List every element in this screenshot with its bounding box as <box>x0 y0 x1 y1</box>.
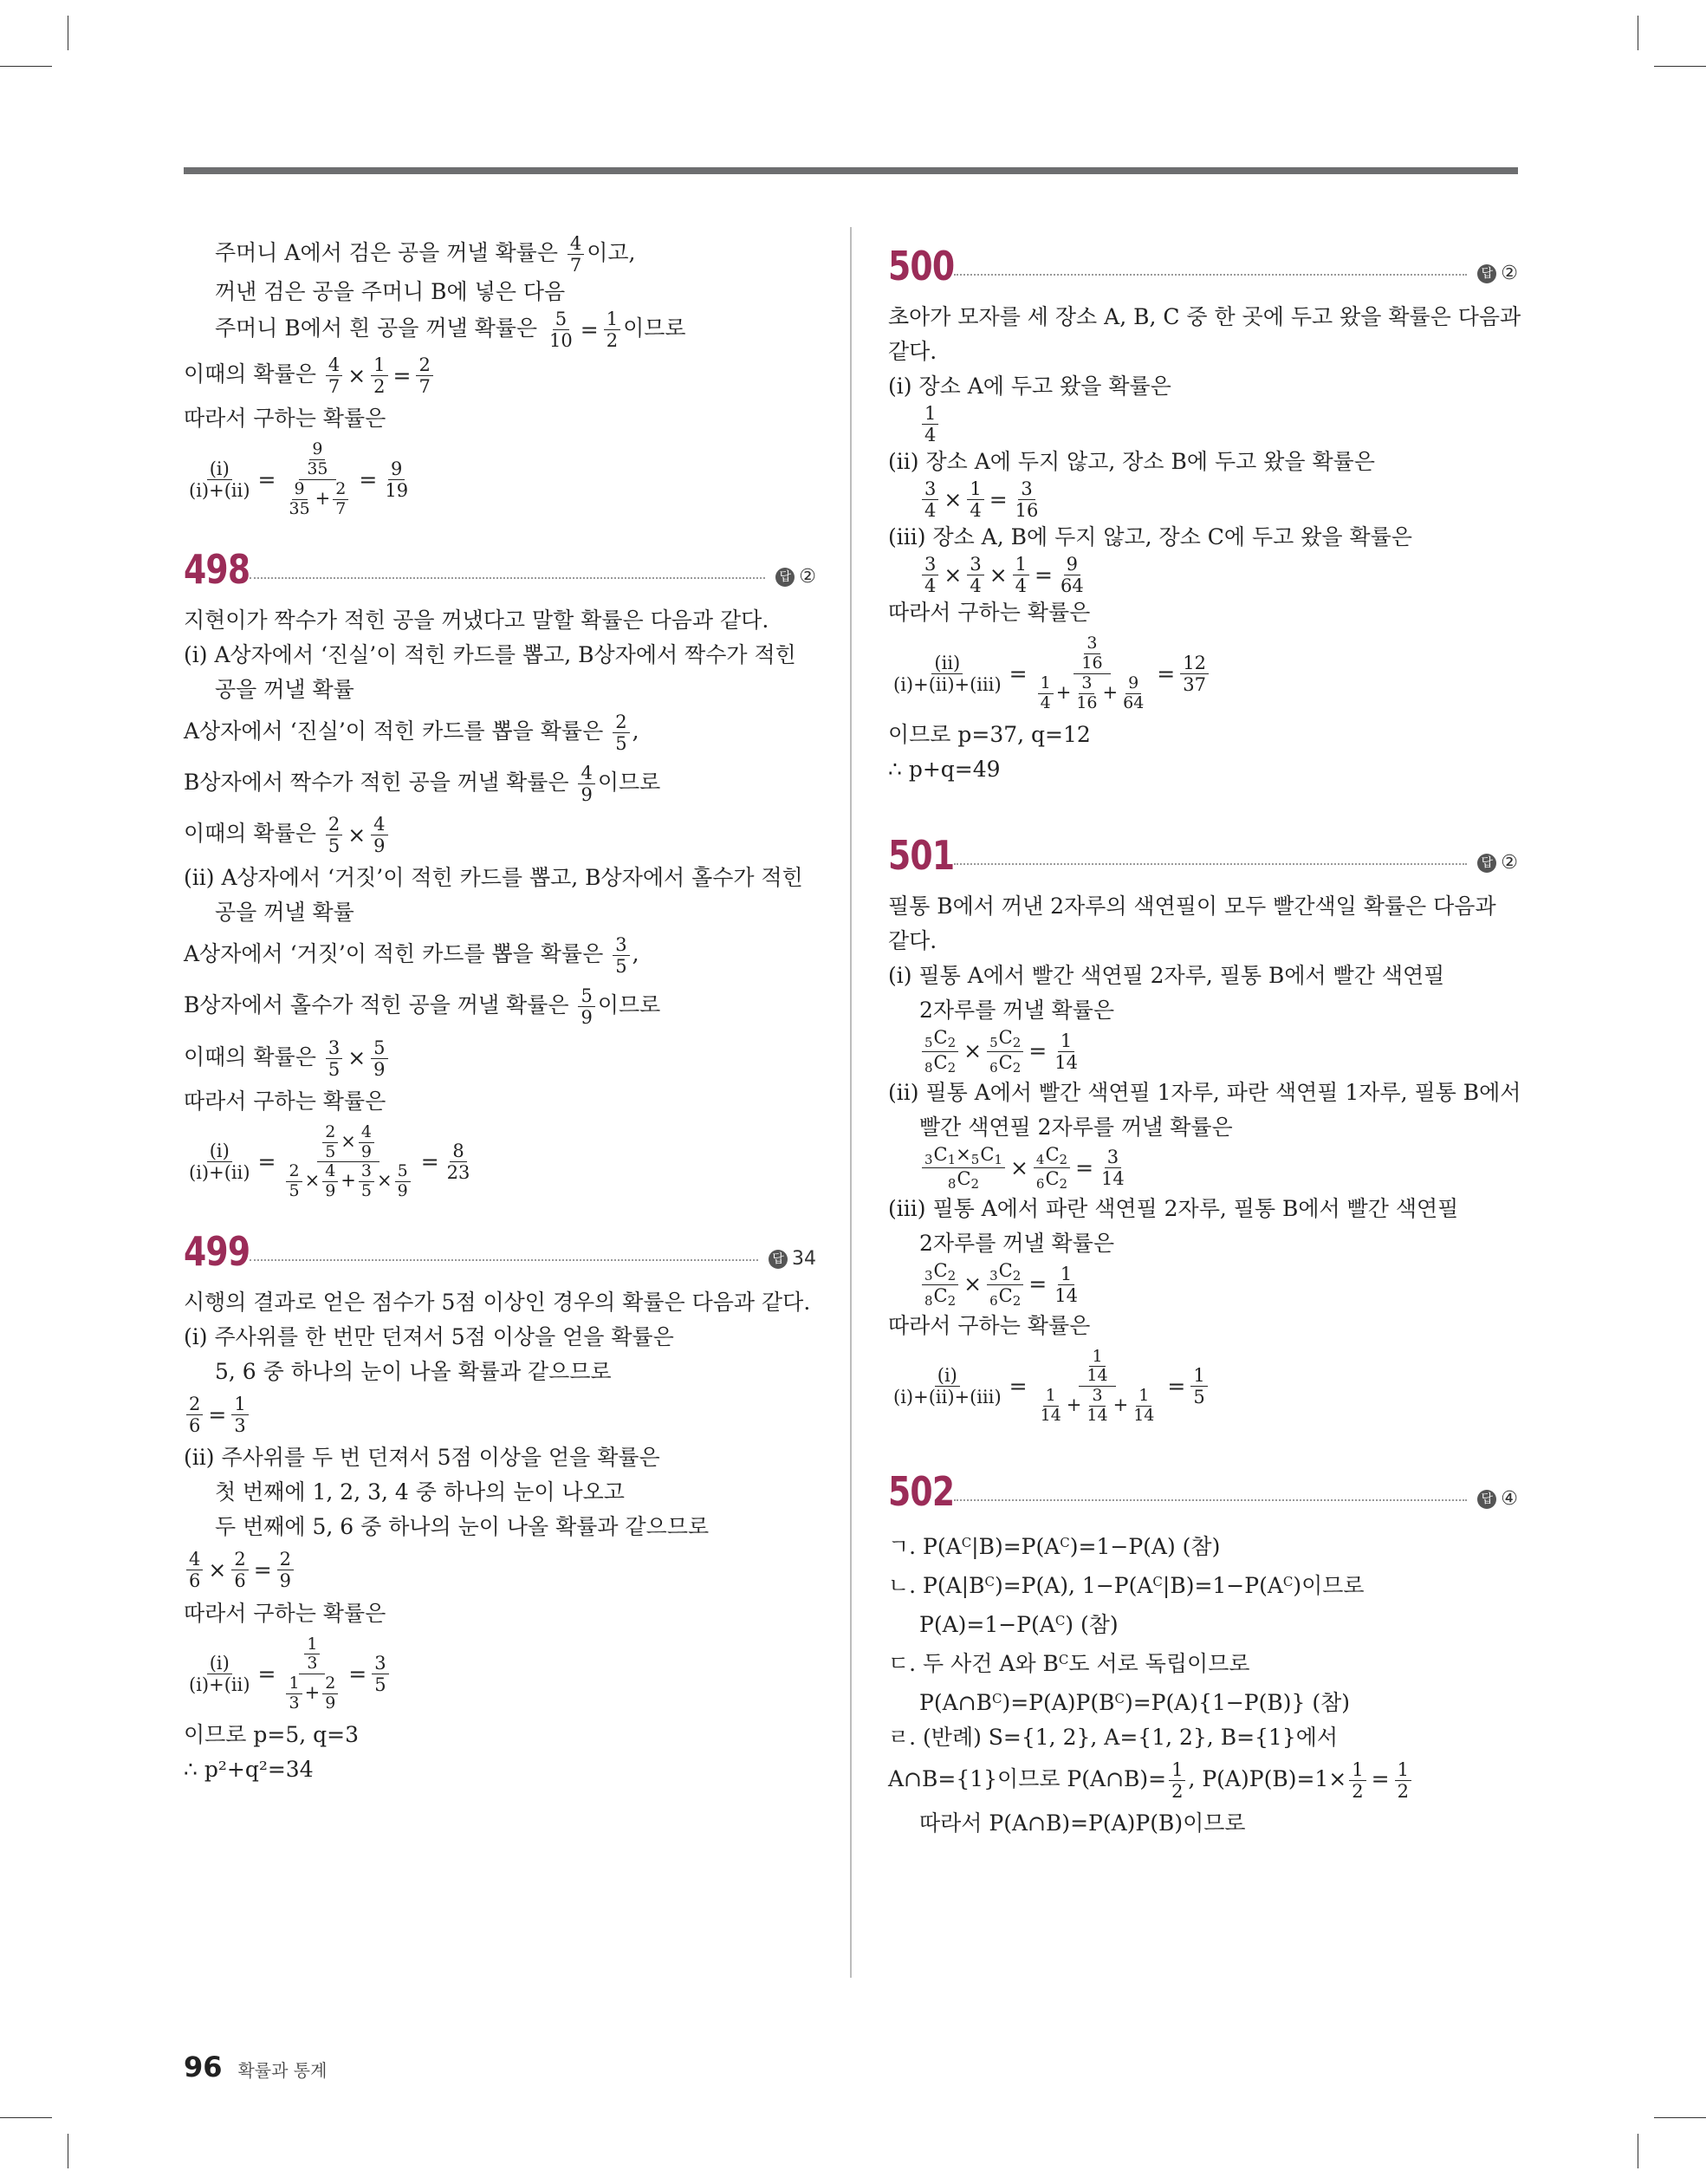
text-span: 주머니 B에서 흰 공을 꺼낼 확률은 <box>215 315 538 341</box>
text-line: 따라서 구하는 확률은 <box>184 406 386 432</box>
text-line: 이때의 확률은 $\frac{2}{5}$ × $\frac{4}{9}$ <box>184 809 816 861</box>
text-line: 공을 꺼낼 확률 <box>215 677 354 703</box>
statement-line: ㄱ. $P(A^C|B)=P(A^C)=1-P(A)$ (참) <box>888 1534 1221 1560</box>
text-line: 5, 6 중 하나의 눈이 나올 확률과 같으므로 <box>215 1359 612 1385</box>
text-line: 공을 꺼낼 확률 <box>215 900 354 926</box>
text-line: (ⅰ) 장소 A에 두고 왔을 확률은 <box>888 374 1171 399</box>
text-line: B상자에서 홀수가 적힌 공을 꺼낼 확률은 $\frac{5}{9}$ 이므로 <box>184 985 661 1029</box>
text-line: 따라서 구하는 확률은 <box>184 1088 386 1114</box>
formula: $\frac{1}{4}$ <box>888 404 1518 445</box>
page-number: 96 <box>184 2051 223 2083</box>
crop-mark <box>1654 2117 1706 2118</box>
text-line: ∴ p+q=49 <box>888 757 1001 783</box>
text-line: (ⅰ) 필통 A에서 빨간 색연필 2자루, 필통 B에서 빨간 색연필 <box>888 963 1445 989</box>
text-line: 이므로 p=37, q=12 <box>888 722 1091 748</box>
crop-mark <box>0 2117 52 2118</box>
problem-header-500 <box>888 227 1518 288</box>
text-line: 이때의 확률은 $\frac{3}{5}$ × $\frac{5}{9}$ <box>184 1033 816 1084</box>
answer: 답 ② <box>1477 852 1518 874</box>
answer: 답 ② <box>775 566 816 588</box>
text-line: (ⅰ) 주사위를 한 번만 던져서 5점 이상을 얻을 확률은 <box>184 1324 674 1350</box>
dotted-leader <box>250 1259 758 1261</box>
formula: $\frac{5C_2}{8C_2}$ × $\frac{5C_2}{6C_2}$ = $\frac{1}{14}$ <box>888 1028 1518 1076</box>
formula: $\frac{2}{6}$ = $\frac{1}{3}$ <box>184 1389 816 1440</box>
dotted-leader <box>954 274 1467 276</box>
dotted-leader <box>250 577 765 579</box>
statement-line: ㄷ. 두 사건 A와 $B^C$도 서로 독립이므로 <box>888 1651 1250 1677</box>
crop-mark <box>1654 66 1706 67</box>
problem-number: 502 <box>888 1468 955 1516</box>
text-span: 이때의 확률은 <box>184 361 316 387</box>
problem-header-502 <box>888 1453 1518 1516</box>
text-line: A상자에서 ‘진실’이 적힌 카드를 뽑을 확률은 $\frac{2}{5}$ , <box>184 712 639 755</box>
text-line: 지현이가 짝수가 적힌 공을 꺼냈다고 말할 확률은 다음과 같다. <box>184 608 769 634</box>
formula: $\frac{3}{4}$ × $\frac{3}{4}$ × $\frac{1}{4}$ = $\frac{9}{64}$ <box>888 555 1518 595</box>
column-divider <box>850 227 852 1978</box>
text-line: 따라서 구하는 확률은 <box>888 600 1091 626</box>
dotted-leader <box>954 863 1467 865</box>
math-expr: $\frac{5}{10}$ = $\frac{1}{2}$ <box>544 309 623 350</box>
dotted-leader <box>954 1499 1467 1501</box>
formula: $\frac{3}{4}$ × $\frac{1}{4}$ = $\frac{3}{16}$ <box>888 479 1518 520</box>
formula: $\frac{3C_2}{8C_2}$ × $\frac{3C_2}{6C_2}$ = $\frac{1}{14}$ <box>888 1261 1518 1309</box>
section-title: 확률과 통계 <box>237 2060 328 2081</box>
statement-line: ㄹ. (반례) S={1, 2}, A={1, 2}, B={1}에서 <box>888 1725 1339 1751</box>
text-line: B상자에서 짝수가 적힌 공을 꺼낼 확률은 $\frac{4}{9}$ 이므로 <box>184 763 661 806</box>
statement-line: $P(A)=1-P(A^C)$ (참) <box>919 1612 1119 1638</box>
statement-line: 따라서 P(A∩B)=P(A)P(B)이므로 <box>919 1810 1246 1836</box>
answer: 답 34 <box>769 1248 816 1270</box>
text-line: 2자루를 꺼낼 확률은 <box>919 1231 1114 1257</box>
crop-mark <box>0 66 52 67</box>
text-line: (ⅱ) 주사위를 두 번 던져서 5점 이상을 얻을 확률은 <box>184 1445 660 1471</box>
text-line: (ⅱ) 필통 A에서 빨간 색연필 1자루, 파란 색연필 1자루, 필통 B에서 <box>888 1079 1521 1105</box>
text-line: (ⅰ) A상자에서 ‘진실’이 적힌 카드를 뽑고, B상자에서 짝수가 적힌 <box>184 642 796 668</box>
formula: $\frac{\text{(ⅰ)}}{\text{(ⅰ)+(ⅱ)}}$ = $\frac{9}{35}$ $\frac{9}{35}$ + $\frac{2}{7}$ = $\frac{9}{19}$ <box>189 439 409 519</box>
answer: 답 ④ <box>1477 1488 1518 1510</box>
text-line: 초아가 모자를 세 장소 A, B, C 중 한 곳에 두고 왔을 확률은 다음과 <box>888 304 1521 329</box>
statement-line: ㄴ. $P(A|B^C)=P(A)$, $1-P(A^C|B)=1-P(A^C)$이므로 <box>888 1573 1365 1599</box>
answer-icon: 답 <box>769 1250 788 1269</box>
text-line: ∴ p²+q²=34 <box>184 1757 314 1783</box>
text-line: (ⅱ) 장소 A에 두지 않고, 장소 B에 두고 왔을 확률은 <box>888 449 1375 475</box>
problem-number: 499 <box>184 1228 250 1276</box>
text-line: 필통 B에서 꺼낸 2자루의 색연필이 모두 빨간색일 확률은 다음과 <box>888 894 1496 920</box>
problem-number: 498 <box>184 546 250 594</box>
problem-number: 501 <box>888 832 955 880</box>
math-expr: $\frac{4}{7}$ × $\frac{1}{2}$ = $\frac{2}{7}$ <box>323 355 436 396</box>
fraction: $\frac{4}{7}$ <box>568 234 584 275</box>
left-column <box>184 234 816 1787</box>
text-line: 2자루를 꺼낼 확률은 <box>919 998 1114 1024</box>
text-line: (ⅲ) 장소 A, B에 두지 않고, 장소 C에 두고 왔을 확률은 <box>888 524 1412 550</box>
text-line: (ⅱ) A상자에서 ‘거짓’이 적힌 카드를 뽑고, B상자에서 홀수가 적힌 <box>184 865 803 891</box>
text-line: 꺼낸 검은 공을 주머니 B에 넣은 다음 <box>215 279 566 305</box>
problem-header-499 <box>184 1212 816 1276</box>
text-span: 이고, <box>587 240 636 266</box>
formula: $\frac{\text{(ⅰ)}}{\text{(ⅰ)+(ⅱ)}}$ = $\frac{2}{5}$ × $\frac{4}{9}$ $\frac{2}{5}$ × $\frac{4}{9}$ + $\frac{3}{5}$ × $\frac{5}{9}$ = $\frac{8}{23}$ <box>189 1121 470 1201</box>
statement-line: A∩B={1}이므로 P(A∩B)= $\frac{1}{2}$ , P(A)P(B)=1× $\frac{1}{2}$ = $\frac{1}{2}$ <box>888 1755 1518 1806</box>
page-footer <box>184 2051 327 2083</box>
formula: $\frac{\text{(ⅰ)}}{\text{(ⅰ)+(ⅱ)}}$ = $\frac{1}{3}$ $\frac{1}{3}$ + $\frac{2}{9}$ = $\frac{3}{5}$ <box>184 1631 816 1719</box>
answer-icon: 답 <box>1477 264 1496 283</box>
answer-icon: 답 <box>1477 1490 1496 1509</box>
problem-header-498 <box>184 530 816 594</box>
text-line: (ⅲ) 필통 A에서 파란 색연필 2자루, 필통 B에서 빨간 색연필 <box>888 1196 1459 1222</box>
answer: 답 ② <box>1477 263 1518 284</box>
text-line: 첫 번째에 1, 2, 3, 4 중 하나의 눈이 나오고 <box>215 1479 625 1505</box>
problem-number: 500 <box>888 243 955 289</box>
header-rule <box>184 167 1518 174</box>
right-column <box>888 234 1521 1841</box>
statement-line: $P(A\cap B^C)=P(A)P(B^C)=P(A)\{1-P(B)\}$ (참) <box>919 1690 1351 1716</box>
text-line: 빨간 색연필 2자루를 꺼낼 확률은 <box>919 1114 1233 1140</box>
text-line: 두 번째에 5, 6 중 하나의 눈이 나올 확률과 같으므로 <box>215 1514 710 1540</box>
text-span: 주머니 A에서 검은 공을 꺼낼 확률은 <box>215 240 558 266</box>
text-line: 따라서 구하는 확률은 <box>184 1600 386 1626</box>
text-line: A상자에서 ‘거짓’이 적힌 카드를 뽑을 확률은 $\frac{3}{5}$ , <box>184 934 639 978</box>
text-span: 이므로 <box>623 315 686 341</box>
text-line: 같다. <box>888 339 937 364</box>
problem-header-501 <box>888 816 1518 880</box>
text-line: 같다. <box>888 928 937 954</box>
formula: $\frac{\text{(ⅰ)}}{\text{(ⅰ)+(ⅱ)+(ⅲ)}}$ = $\frac{1}{14}$ $\frac{1}{14}$ + $\frac{3}{14}$ + $\frac{1}{14}$ = $\frac{1}{5}$ <box>888 1343 1518 1431</box>
text-line <box>184 234 816 275</box>
formula: $\frac{3C_1\times 5C_1}{8C_2}$ × $\frac{4C_2}{6C_2}$ = $\frac{3}{14}$ <box>888 1145 1518 1193</box>
text-line: 이므로 p=5, q=3 <box>184 1722 360 1748</box>
text-line: 시행의 결과로 얻은 점수가 5점 이상인 경우의 확률은 다음과 같다. <box>184 1290 811 1316</box>
formula: $\frac{4}{6}$ × $\frac{2}{6}$ = $\frac{2}{9}$ <box>184 1544 816 1596</box>
answer-icon: 답 <box>775 568 795 587</box>
text-line <box>184 309 816 350</box>
text-line: 따라서 구하는 확률은 <box>888 1312 1091 1338</box>
answer-icon: 답 <box>1477 854 1496 873</box>
text-line <box>184 350 816 401</box>
formula: $\frac{\text{(ⅱ)}}{\text{(ⅰ)+(ⅱ)+(ⅲ)}}$ = $\frac{3}{16}$ $\frac{1}{4}$ + $\frac{3}{16}$ + $\frac{9}{64}$ = $\frac{12}{37}$ <box>888 630 1518 718</box>
